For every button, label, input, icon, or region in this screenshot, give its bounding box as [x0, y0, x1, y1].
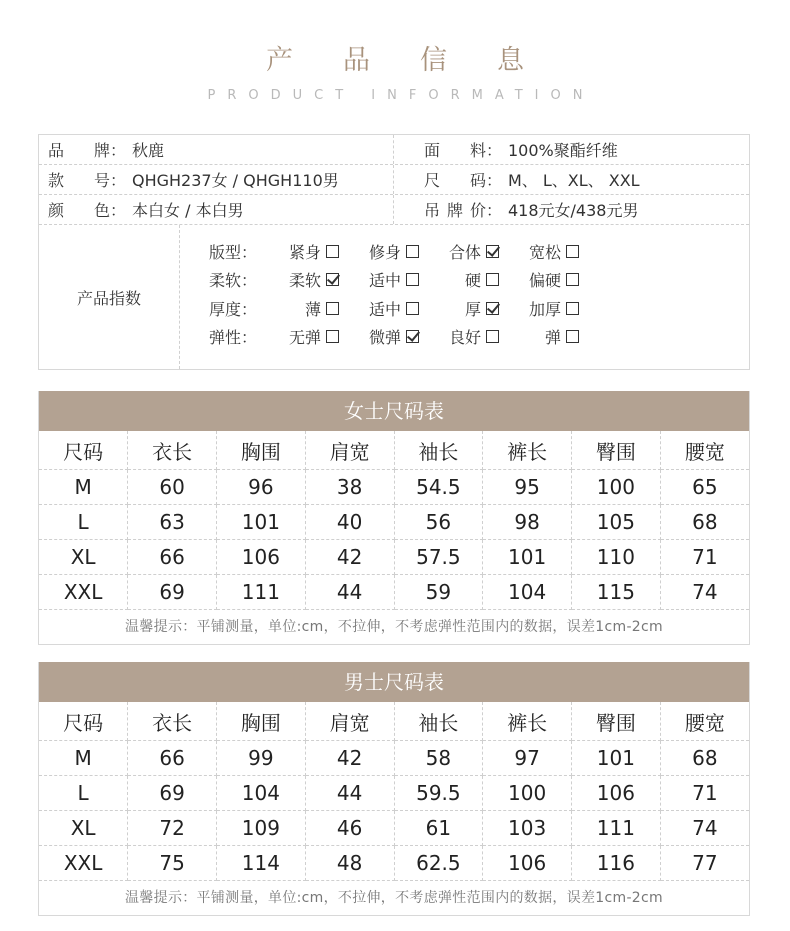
- column-header: 袖长: [394, 702, 483, 741]
- checkbox-icon[interactable]: [566, 245, 579, 258]
- info-value: 100%聚酯纤维: [507, 141, 618, 160]
- index-option-label: 修身: [368, 242, 401, 262]
- measure-cell: 62.5: [394, 846, 483, 881]
- index-option[interactable]: [425, 325, 505, 348]
- checkbox-icon[interactable]: [486, 330, 499, 343]
- column-header: 衣长: [128, 702, 217, 741]
- measure-cell: 59.5: [394, 776, 483, 811]
- measure-cell: 57.5: [394, 540, 483, 575]
- index-option-label: 薄: [304, 299, 321, 319]
- measure-cell: 75: [128, 846, 217, 881]
- measure-cell: 95: [483, 470, 572, 505]
- women-size-title: 女士尺码表: [39, 391, 749, 431]
- checkbox-checked-icon[interactable]: [406, 330, 419, 343]
- index-option-label: 无弹: [288, 328, 321, 348]
- measure-cell: 42: [305, 741, 394, 776]
- table-row: [39, 776, 749, 811]
- info-label-part: 面: [423, 141, 440, 160]
- column-header: 腰宽: [660, 702, 749, 741]
- info-label-part: 料：: [469, 141, 502, 160]
- column-header: 裤长: [483, 702, 572, 741]
- column-header: 臀围: [572, 431, 661, 470]
- index-option-label: 偏硬: [528, 271, 561, 291]
- measure-cell: 115: [572, 575, 661, 610]
- index-option[interactable]: [425, 240, 505, 263]
- column-header: 肩宽: [305, 431, 394, 470]
- checkbox-checked-icon[interactable]: [326, 273, 339, 286]
- column-header: 尺码: [39, 702, 128, 741]
- index-option-label: 合体: [448, 242, 481, 262]
- index-option[interactable]: [505, 268, 585, 291]
- measure-cell: 100: [483, 776, 572, 811]
- index-option[interactable]: [345, 297, 425, 320]
- checkbox-icon[interactable]: [406, 302, 419, 315]
- checkbox-checked-icon[interactable]: [486, 245, 499, 258]
- index-option[interactable]: [345, 240, 425, 263]
- measure-cell: 42: [305, 540, 394, 575]
- index-name: 弹性：: [209, 328, 258, 348]
- info-label-part: 款: [48, 171, 65, 190]
- info-label-part: 号：: [93, 171, 126, 190]
- index-option-label: 硬: [464, 271, 481, 291]
- measure-cell: 60: [128, 470, 217, 505]
- measure-cell: 98: [483, 505, 572, 540]
- info-cell: [393, 165, 749, 194]
- table-row: [39, 811, 749, 846]
- men-size-title: 男士尺码表: [39, 662, 749, 702]
- column-header: 衣长: [128, 431, 217, 470]
- checkbox-icon[interactable]: [406, 245, 419, 258]
- measure-cell: 68: [660, 741, 749, 776]
- column-header: 臀围: [572, 702, 661, 741]
- column-header: 肩宽: [305, 702, 394, 741]
- measure-cell: 111: [572, 811, 661, 846]
- women-size-note: 温馨提示：平铺测量，单位:cm，不拉伸，不考虑弹性范围内的数据，误差1cm-2cm: [125, 619, 663, 635]
- size-cell: M: [39, 741, 128, 776]
- measure-cell: 96: [217, 470, 306, 505]
- info-label-part: 尺: [423, 171, 440, 190]
- table-header-row: [39, 431, 749, 470]
- measure-cell: 105: [572, 505, 661, 540]
- table-row: [39, 540, 749, 575]
- info-value: M、 L、XL、 XXL: [507, 171, 640, 190]
- index-option[interactable]: [505, 240, 585, 263]
- measure-cell: 38: [305, 470, 394, 505]
- info-cell: [393, 135, 749, 164]
- index-name: 柔软：: [209, 271, 258, 291]
- info-label-part: 吊: [423, 201, 440, 220]
- product-info-table: [38, 134, 750, 370]
- checkbox-icon[interactable]: [566, 330, 579, 343]
- table-row: [39, 846, 749, 881]
- column-header: 袖长: [394, 431, 483, 470]
- measure-cell: 61: [394, 811, 483, 846]
- index-option[interactable]: [345, 268, 425, 291]
- table-row: [39, 470, 749, 505]
- measure-cell: 72: [128, 811, 217, 846]
- measure-cell: 65: [660, 470, 749, 505]
- index-option[interactable]: [425, 297, 505, 320]
- men-size-table: [38, 662, 750, 916]
- measure-cell: 106: [217, 540, 306, 575]
- checkbox-icon[interactable]: [326, 330, 339, 343]
- measure-cell: 44: [305, 776, 394, 811]
- measure-cell: 100: [572, 470, 661, 505]
- index-line: [209, 237, 585, 266]
- info-row: [39, 195, 749, 225]
- page-title: 产品信息: [266, 45, 574, 76]
- info-label-part: 牌：: [93, 141, 126, 160]
- info-value: 418元女/438元男: [507, 201, 639, 220]
- index-option-label: 柔软: [288, 271, 321, 291]
- index-option-label: 适中: [368, 299, 401, 319]
- table-header-row: [39, 702, 749, 741]
- info-label: [424, 198, 502, 221]
- product-index-grid: [180, 225, 585, 369]
- size-cell: XXL: [39, 846, 128, 881]
- product-index: [39, 225, 749, 369]
- table-row: [39, 741, 749, 776]
- page-header: [0, 0, 790, 125]
- index-line: [209, 294, 585, 323]
- size-cell: L: [39, 776, 128, 811]
- index-option[interactable]: [265, 268, 345, 291]
- measure-cell: 110: [572, 540, 661, 575]
- column-header: 胸围: [217, 431, 306, 470]
- info-label-part: 颜: [48, 201, 65, 220]
- measure-cell: 58: [394, 741, 483, 776]
- info-cell: [39, 165, 393, 194]
- column-header: 腰宽: [660, 431, 749, 470]
- measure-cell: 101: [572, 741, 661, 776]
- index-name: 厚度：: [209, 299, 258, 319]
- size-cell: L: [39, 505, 128, 540]
- column-header: 胸围: [217, 702, 306, 741]
- women-size-table: [38, 391, 750, 645]
- page-subtitle: PRODUCT INFORMATION: [207, 88, 595, 103]
- table-row: [39, 505, 749, 540]
- index-option[interactable]: [265, 240, 345, 263]
- measure-cell: 46: [305, 811, 394, 846]
- measure-cell: 114: [217, 846, 306, 881]
- info-cell: [393, 195, 749, 224]
- measure-cell: 59: [394, 575, 483, 610]
- men-size-grid: [39, 702, 749, 881]
- info-label: [48, 198, 126, 221]
- index-option[interactable]: [265, 297, 345, 320]
- size-cell: M: [39, 470, 128, 505]
- info-value: QHGH237女 / QHGH110男: [132, 171, 339, 190]
- info-label-part: 价：: [469, 201, 502, 220]
- measure-cell: 97: [483, 741, 572, 776]
- index-option-label: 厚: [464, 299, 481, 319]
- index-option[interactable]: [505, 325, 585, 348]
- info-row: [39, 135, 749, 165]
- index-option-label: 宽松: [528, 242, 561, 262]
- measure-cell: 77: [660, 846, 749, 881]
- men-size-note: 温馨提示：平铺测量，单位:cm，不拉伸，不考虑弹性范围内的数据，误差1cm-2cm: [125, 890, 663, 906]
- measure-cell: 48: [305, 846, 394, 881]
- product-index-label: 产品指数: [39, 225, 180, 369]
- checkbox-checked-icon[interactable]: [486, 302, 499, 315]
- measure-cell: 54.5: [394, 470, 483, 505]
- measure-cell: 63: [128, 505, 217, 540]
- index-option[interactable]: [425, 268, 505, 291]
- index-name: 版型：: [209, 242, 258, 262]
- measure-cell: 69: [128, 776, 217, 811]
- index-option[interactable]: [265, 325, 345, 348]
- size-cell: XL: [39, 811, 128, 846]
- index-option-label: 良好: [448, 328, 481, 348]
- column-header: 尺码: [39, 431, 128, 470]
- index-line: [209, 323, 585, 352]
- measure-cell: 109: [217, 811, 306, 846]
- info-label-part: 品: [48, 141, 65, 160]
- info-label: [424, 138, 502, 161]
- info-value: 秋鹿: [132, 141, 165, 160]
- measure-cell: 103: [483, 811, 572, 846]
- checkbox-icon[interactable]: [406, 273, 419, 286]
- measure-cell: 71: [660, 540, 749, 575]
- info-label-part: 牌: [446, 201, 463, 220]
- index-line: [209, 266, 585, 295]
- index-option[interactable]: [345, 325, 425, 348]
- info-label-part: 码：: [469, 171, 502, 190]
- info-label-part: 色：: [93, 201, 126, 220]
- checkbox-icon[interactable]: [486, 273, 499, 286]
- info-label: [48, 168, 126, 191]
- checkbox-icon[interactable]: [326, 245, 339, 258]
- measure-cell: 68: [660, 505, 749, 540]
- info-row: [39, 165, 749, 195]
- index-option-label: 适中: [368, 271, 401, 291]
- checkbox-icon[interactable]: [326, 302, 339, 315]
- index-option-label: 紧身: [288, 242, 321, 262]
- measure-cell: 106: [483, 846, 572, 881]
- size-cell: XXL: [39, 575, 128, 610]
- column-header: 裤长: [483, 431, 572, 470]
- checkbox-icon[interactable]: [566, 273, 579, 286]
- index-option-label: 弹: [544, 328, 561, 348]
- measure-cell: 66: [128, 540, 217, 575]
- index-option[interactable]: [505, 297, 585, 320]
- measure-cell: 40: [305, 505, 394, 540]
- info-label: [48, 138, 126, 161]
- size-cell: XL: [39, 540, 128, 575]
- measure-cell: 111: [217, 575, 306, 610]
- table-row: [39, 575, 749, 610]
- measure-cell: 106: [572, 776, 661, 811]
- measure-cell: 116: [572, 846, 661, 881]
- measure-cell: 104: [217, 776, 306, 811]
- index-option-label: 加厚: [528, 299, 561, 319]
- measure-cell: 104: [483, 575, 572, 610]
- info-value: 本白女 / 本白男: [132, 201, 244, 220]
- measure-cell: 44: [305, 575, 394, 610]
- measure-cell: 101: [483, 540, 572, 575]
- measure-cell: 74: [660, 575, 749, 610]
- measure-cell: 69: [128, 575, 217, 610]
- index-option-label: 微弹: [368, 328, 401, 348]
- measure-cell: 101: [217, 505, 306, 540]
- measure-cell: 66: [128, 741, 217, 776]
- women-size-grid: [39, 431, 749, 610]
- measure-cell: 99: [217, 741, 306, 776]
- info-cell: [39, 195, 393, 224]
- info-cell: [39, 135, 393, 164]
- measure-cell: 56: [394, 505, 483, 540]
- checkbox-icon[interactable]: [566, 302, 579, 315]
- measure-cell: 74: [660, 811, 749, 846]
- info-label: [424, 168, 502, 191]
- measure-cell: 71: [660, 776, 749, 811]
